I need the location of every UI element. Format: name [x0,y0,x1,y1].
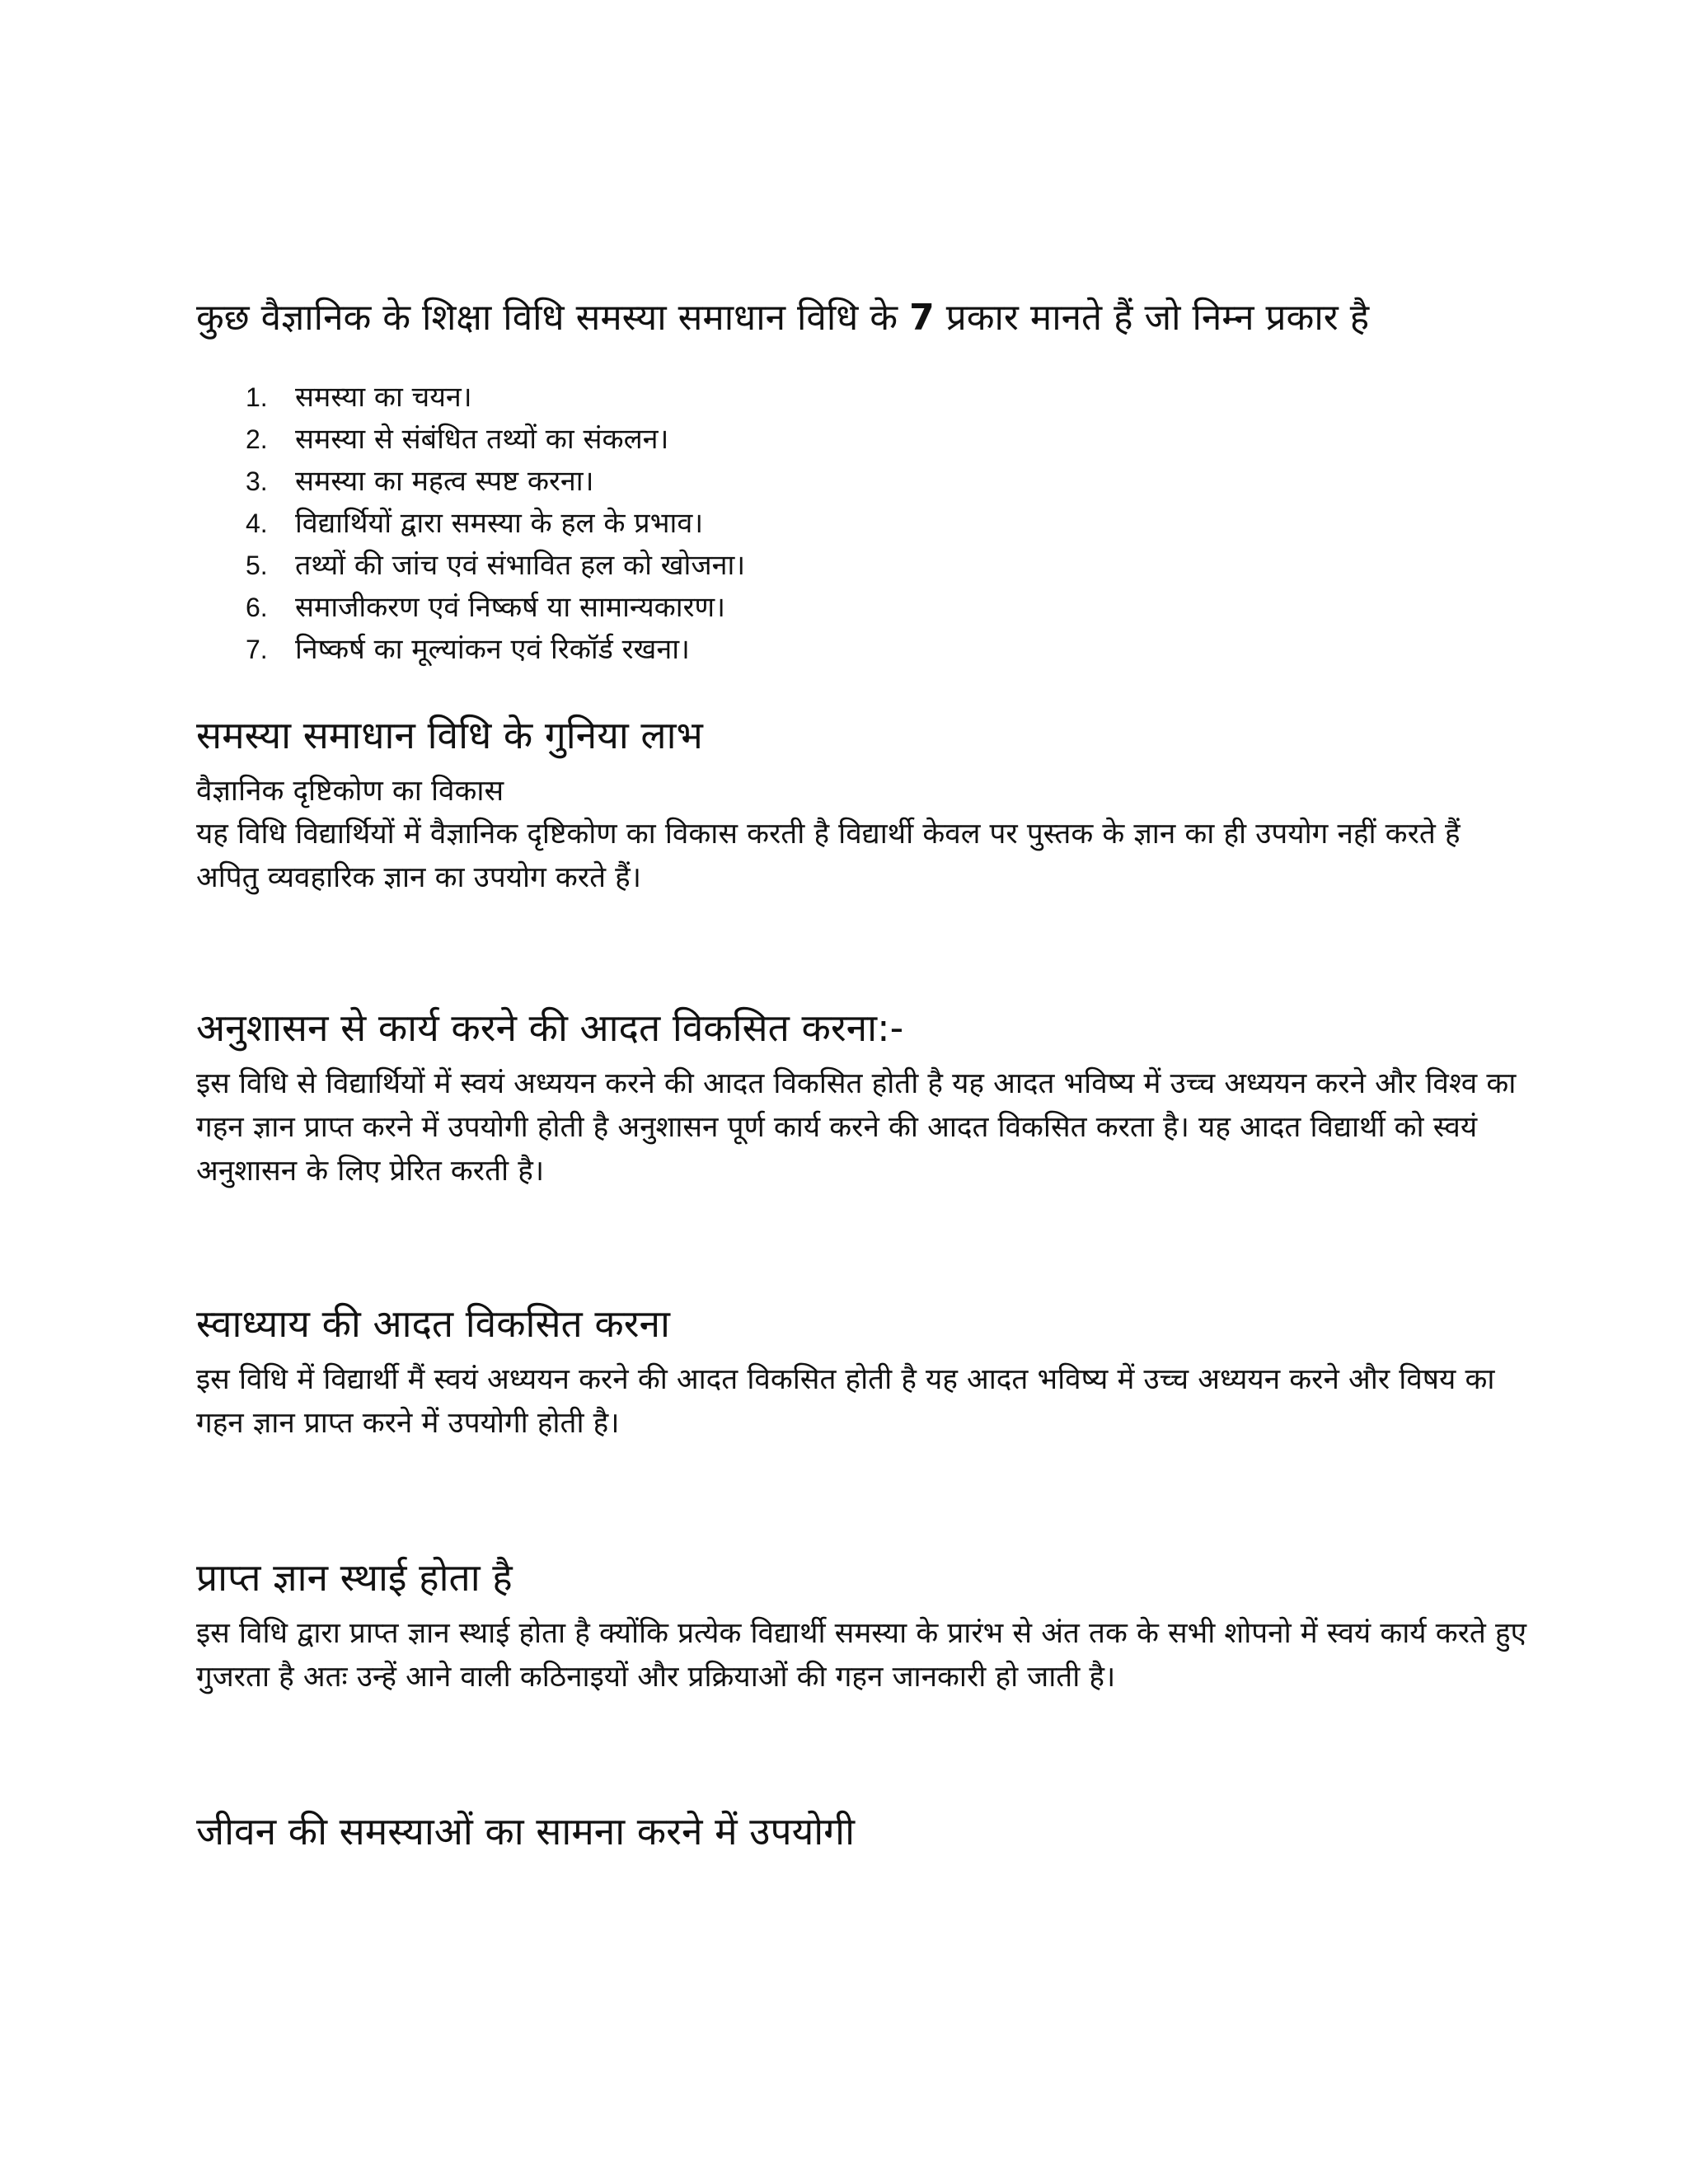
list-item [196,629,1531,671]
document-content [196,293,1531,1856]
list-marker: 4. [246,509,268,538]
list-item [196,377,1531,419]
section-heading: समस्या समाधान विधि के गुनिया लाभ [196,713,703,757]
intro-text-after: प्रकार मानते हैं जो निम्न प्रकार है [934,297,1370,339]
list-marker: 1. [246,382,268,412]
list-marker: 6. [246,593,268,622]
list-item [196,503,1531,545]
section-subheading: वैज्ञानिक दृष्टिकोण का विकास [196,775,504,808]
section-self-study [196,1299,1531,1446]
list-item [196,545,1531,587]
section-heading: जीवन की समस्याओं का सामना करने में उपयोगी [196,1809,855,1854]
list-item-text: तथ्यों की जांच एवं संभावित हल को खोजना। [295,549,746,582]
list-item [196,419,1531,461]
list-item-text: निष्कर्ष का मूल्यांकन एवं रिकॉर्ड रखना। [295,633,690,666]
section-life-problems [196,1807,1531,1856]
section-benefits [196,710,1531,900]
section-body: इस विधि से विद्यार्थियों में स्वयं अध्ययन करने की आदत विकसित होती है यह आदत भविष्य में उच्च अध्ययन करने और विश्व का गहन ज्ञान प्राप्त करने में उपयोगी होती है अनुशासन पूर्ण कार्य करने की आदत विकसित करता है। यह आदत विद्यार्थी को स्वयं अनुशासन के लिए प्रेरित करती है। [196,1067,1517,1188]
section-heading: अनुशासन से कार्य करने की आदत विकसित करना:- [196,1005,904,1050]
list-item [196,587,1531,629]
list-marker: 5. [246,551,268,580]
section-heading: स्वाध्याय की आदत विकसित करना [196,1301,670,1346]
section-body: इस विधि द्वारा प्राप्त ज्ञान स्थाई होता है क्योंकि प्रत्येक विद्यार्थी समस्या के प्रारंभ से अंत तक के सभी शोपनो में स्वयं कार्य करते हुए गुजरता है अतः उन्हें आने वाली कठिनाइयों और प्रक्रियाओं की गहन जानकारी हो जाती है। [196,1617,1526,1694]
steps-list [196,377,1531,671]
list-item-text: समस्या का महत्व स्पष्ट करना। [295,465,594,498]
list-item-text: समस्या का चयन। [295,381,472,414]
list-item-text: समस्या से संबंधित तथ्यों का संकलन। [295,423,669,456]
section-permanent-knowledge [196,1553,1531,1699]
intro-text-before: कुछ वैज्ञानिक के शिक्षा विधि समस्या समाधान विधि के [196,297,910,339]
intro-number: 7 [909,297,935,339]
section-heading: प्राप्त ज्ञान स्थाई होता है [196,1555,513,1600]
list-marker: 2. [246,424,268,454]
section-discipline [196,1003,1531,1193]
list-item-text: विद्यार्थियों द्वारा समस्या के हल के प्रभाव। [295,507,704,540]
list-marker: 3. [246,466,268,496]
list-item-text: समाजीकरण एवं निष्कर्ष या सामान्यकारण। [295,591,725,624]
intro-paragraph [196,293,1531,344]
section-body: यह विधि विद्यार्थियों में वैज्ञानिक दृष्टिकोण का विकास करती है विद्यार्थी केवल पर पुस्तक के ज्ञान का ही उपयोग नहीं करते हैं अपितु व्यवहारिक ज्ञान का उपयोग करते हैं। [196,818,1461,894]
list-item [196,461,1531,503]
section-body: इस विधि में विद्यार्थी मैं स्वयं अध्ययन करने की आदत विकसित होती है यह आदत भविष्य में उच्च अध्ययन करने और विषय का गहन ज्ञान प्राप्त करने में उपयोगी होती है। [196,1363,1495,1440]
list-marker: 7. [246,635,268,664]
